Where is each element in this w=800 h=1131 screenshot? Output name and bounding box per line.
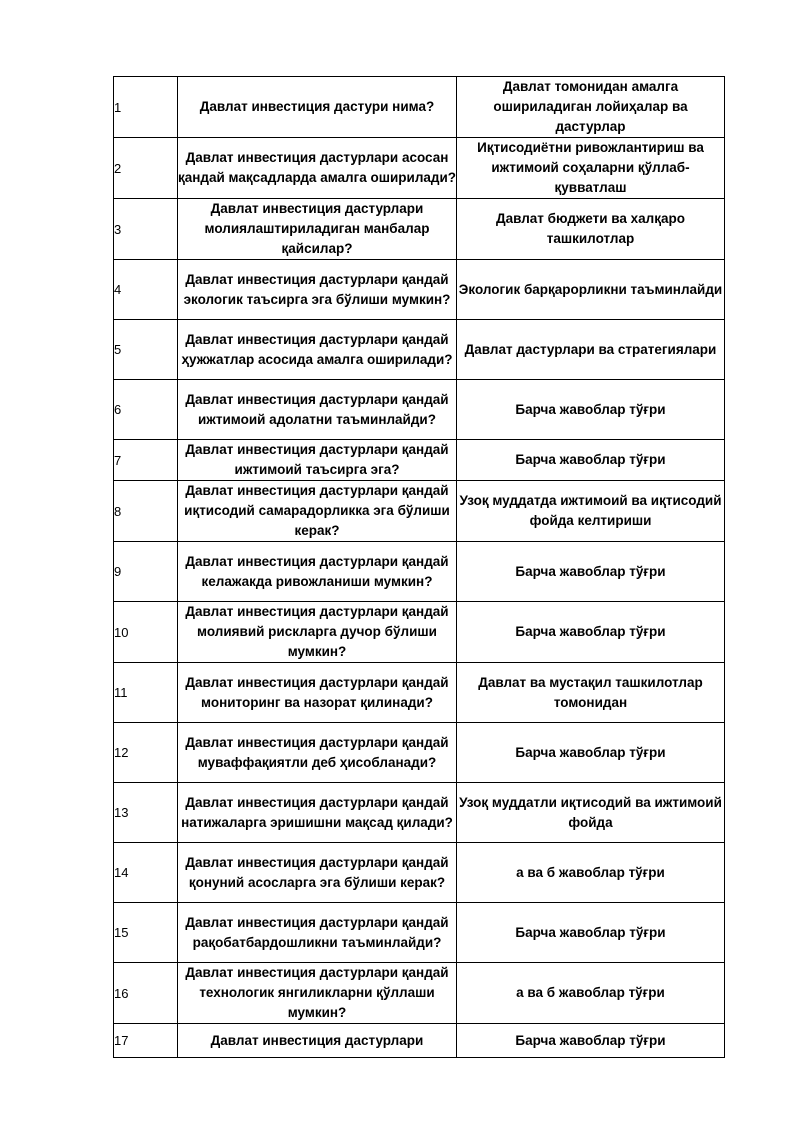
row-number-cell: 9 — [114, 542, 178, 602]
answer-cell: а ва б жавоблар тўғри — [457, 963, 725, 1024]
question-cell: Давлат инвестиция дастурлари қандай ҳужжатлар асосида амалга оширилади? — [178, 320, 457, 380]
answer-cell: Иқтисодиётни ривожлантириш ва ижтимоий соҳаларни қўллаб-қувватлаш — [457, 138, 725, 199]
question-cell: Давлат инвестиция дастури нима? — [178, 77, 457, 138]
question-cell: Давлат инвестиция дастурлари қандай муваффақиятли деб ҳисобланади? — [178, 723, 457, 783]
answer-cell: Экологик барқарорликни таъминлайди — [457, 260, 725, 320]
question-cell: Давлат инвестиция дастурлари қандай қонуний асосларга эга бўлиши керак? — [178, 843, 457, 903]
row-number-cell: 2 — [114, 138, 178, 199]
row-number-cell: 6 — [114, 380, 178, 440]
table-row — [114, 320, 725, 380]
row-number-cell: 13 — [114, 783, 178, 843]
question-cell: Давлат инвестиция дастурлари молиялаштириладиган манбалар қайсилар? — [178, 199, 457, 260]
table-row — [114, 843, 725, 903]
question-cell: Давлат инвестиция дастурлари қандай молиявий рискларга дучор бўлиши мумкин? — [178, 602, 457, 663]
table-row — [114, 1024, 725, 1058]
answer-cell: Барча жавоблар тўғри — [457, 1024, 725, 1058]
table-row — [114, 138, 725, 199]
table-row — [114, 602, 725, 663]
answer-cell: Узоқ муддатда ижтимоий ва иқтисодий фойда келтириши — [457, 481, 725, 542]
question-cell: Давлат инвестиция дастурлари қандай технологик янгиликларни қўллаши мумкин? — [178, 963, 457, 1024]
table-row — [114, 542, 725, 602]
table-row — [114, 481, 725, 542]
question-cell: Давлат инвестиция дастурлари қандай ижтимоий таъсирга эга? — [178, 440, 457, 481]
row-number-cell: 1 — [114, 77, 178, 138]
question-cell: Давлат инвестиция дастурлари қандай рақобатбардошликни таъминлайди? — [178, 903, 457, 963]
answer-cell: Давлат томонидан амалга ошириладиган лойиҳалар ва дастурлар — [457, 77, 725, 138]
question-cell: Давлат инвестиция дастурлари қандай иқтисодий самарадорликка эга бўлиши керак? — [178, 481, 457, 542]
answer-cell: Давлат ва мустақил ташкилотлар томонидан — [457, 663, 725, 723]
answer-cell: Давлат бюджети ва халқаро ташкилотлар — [457, 199, 725, 260]
row-number-cell: 7 — [114, 440, 178, 481]
row-number-cell: 14 — [114, 843, 178, 903]
answer-cell: Барча жавоблар тўғри — [457, 903, 725, 963]
question-cell: Давлат инвестиция дастурлари қандай келажакда ривожланиши мумкин? — [178, 542, 457, 602]
question-cell: Давлат инвестиция дастурлари — [178, 1024, 457, 1058]
table-row — [114, 77, 725, 138]
question-cell: Давлат инвестиция дастурлари қандай экологик таъсирга эга бўлиши мумкин? — [178, 260, 457, 320]
answer-cell: Барча жавоблар тўғри — [457, 380, 725, 440]
answer-cell: а ва б жавоблар тўғри — [457, 843, 725, 903]
answer-cell: Барча жавоблар тўғри — [457, 602, 725, 663]
answer-cell: Барча жавоблар тўғри — [457, 440, 725, 481]
row-number-cell: 8 — [114, 481, 178, 542]
question-cell: Давлат инвестиция дастурлари асосан қандай мақсадларда амалга оширилади? — [178, 138, 457, 199]
table-row — [114, 903, 725, 963]
question-cell: Давлат инвестиция дастурлари қандай мониторинг ва назорат қилинади? — [178, 663, 457, 723]
row-number-cell: 10 — [114, 602, 178, 663]
table-row — [114, 260, 725, 320]
table-row — [114, 783, 725, 843]
row-number-cell: 12 — [114, 723, 178, 783]
qa-table — [113, 76, 725, 1058]
row-number-cell: 15 — [114, 903, 178, 963]
row-number-cell: 3 — [114, 199, 178, 260]
table-row — [114, 380, 725, 440]
table-row — [114, 440, 725, 481]
table-row — [114, 723, 725, 783]
table-row — [114, 199, 725, 260]
answer-cell: Барча жавоблар тўғри — [457, 723, 725, 783]
row-number-cell: 11 — [114, 663, 178, 723]
row-number-cell: 5 — [114, 320, 178, 380]
row-number-cell: 17 — [114, 1024, 178, 1058]
question-cell: Давлат инвестиция дастурлари қандай натижаларга эришишни мақсад қилади? — [178, 783, 457, 843]
row-number-cell: 16 — [114, 963, 178, 1024]
answer-cell: Узоқ муддатли иқтисодий ва ижтимоий фойда — [457, 783, 725, 843]
table-row — [114, 963, 725, 1024]
row-number-cell: 4 — [114, 260, 178, 320]
question-cell: Давлат инвестиция дастурлари қандай ижтимоий адолатни таъминлайди? — [178, 380, 457, 440]
table-row — [114, 663, 725, 723]
answer-cell: Давлат дастурлари ва стратегиялари — [457, 320, 725, 380]
qa-table-body — [114, 77, 725, 1058]
answer-cell: Барча жавоблар тўғри — [457, 542, 725, 602]
